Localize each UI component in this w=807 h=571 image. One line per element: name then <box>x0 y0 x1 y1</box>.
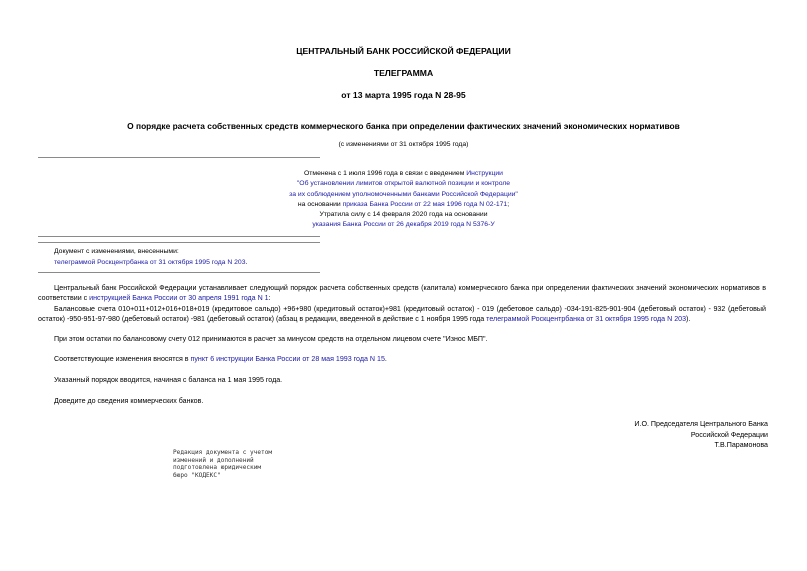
order-link[interactable]: приказа Банка России от 22 мая 1996 года N 02-171 <box>342 200 508 208</box>
directive-link[interactable]: указания Банка России от 26 декабря 2019 года N 5376-У <box>312 221 495 229</box>
changes-note: (с изменениями от 31 октября 1995 года) <box>338 141 469 148</box>
signature-organization: Российской Федерации <box>690 430 768 439</box>
status-block <box>0 169 807 231</box>
editorial-note: Редакция документа с учетом изменений и дополнений подготовлена юридическим бюро "КОДЕКС" <box>173 449 273 479</box>
instruction-1-link[interactable]: инструкцией Банка России от 30 апреля 1991 года N 1 <box>89 293 269 302</box>
instruction-title-link-1[interactable]: "Об установлении лимитов открытой валютной позиции и контроле <box>296 180 511 188</box>
paragraph-2: Балансовые счета 010+011+012+016+018+019 (кредитовое сальдо) +96+980 (кредитовый остаток)+981 (кредитовый остаток) - 019 (дебетовое сальдо) -034-191-825-901-904 (дебетовый остаток) - 932 (дебетовый остаток) -950-951-97-980 (дебетовый остаток) -981 (дебетовый остаток) (абзац в редакции, введенной в действие с 1 ноября 1995 года телеграммой Роскцентрбанка от 31 октября 1995 года N 203). <box>38 305 766 323</box>
status-line-5: Утратила силу с 14 февраля 2020 года на основании <box>319 211 488 219</box>
divider <box>38 157 320 158</box>
paragraph-3: При этом остатки по балансовому счету 012 принимаются в расчет за минусом средств на отдельном лицевом счете "Износ МБП". <box>54 335 488 343</box>
amendment-link[interactable]: телеграммой Роскцентрбанка от 31 октября 1995 года N 203 <box>54 258 246 266</box>
divider <box>38 272 320 273</box>
instruction-link[interactable]: Инструкции <box>466 170 503 177</box>
paragraph-4: Соответствующие изменения вносятся в пункт 6 инструкции Банка России от 28 мая 1993 года N 15. <box>54 355 387 363</box>
document-title: О порядке расчета собственных средств коммерческого банка при определении фактических значений экономических нормативов <box>127 121 680 131</box>
organization-heading: ЦЕНТРАЛЬНЫЙ БАНК РОССИЙСКОЙ ФЕДЕРАЦИИ <box>296 46 511 56</box>
amendments-block: Документ с изменениями, внесенными: телеграммой Роскцентрбанка от 31 октября 1995 года N 203. <box>54 247 454 268</box>
paragraph-1: Центральный банк Российской Федерации устанавливает следующий порядок расчета собственных средств (капитала) коммерческого банка при определении фактических значений экономических нормативов в соответствии с инструкцией Банка России от 30 апреля 1991 года N 1: <box>38 284 766 302</box>
status-line-1: Отменена с 1 июля 1996 года в связи с введением Инструкции <box>304 170 503 177</box>
paragraph-6: Доведите до сведения коммерческих банков. <box>54 397 204 405</box>
telegram-203-link[interactable]: телеграммой Роскцентрбанка от 31 октября 1995 года N 203 <box>486 314 687 323</box>
instruction-title-link-2[interactable]: за их соблюдением уполномоченными банками Российской Федерации" <box>289 190 518 198</box>
document-type-heading: ТЕЛЕГРАММА <box>373 68 434 78</box>
amendments-label: Документ с изменениями, внесенными: <box>54 248 179 255</box>
signature-name: Т.В.Парамонова <box>714 441 768 450</box>
divider <box>38 242 320 243</box>
status-line-4: на основании приказа Банка России от 22 мая 1996 года N 02-171; <box>297 200 510 208</box>
document-date-number: от 13 марта 1995 года N 28-95 <box>341 90 466 100</box>
signature-block <box>500 419 768 451</box>
paragraph-5: Указанный порядок вводится, начиная с баланса на 1 мая 1995 года. <box>54 376 283 384</box>
divider <box>38 236 320 237</box>
signature-position: И.О. Председателя Центрального Банка <box>634 420 768 428</box>
instruction-15-link[interactable]: пункт 6 инструкции Банка России от 28 мая 1993 года N 15 <box>190 355 385 363</box>
